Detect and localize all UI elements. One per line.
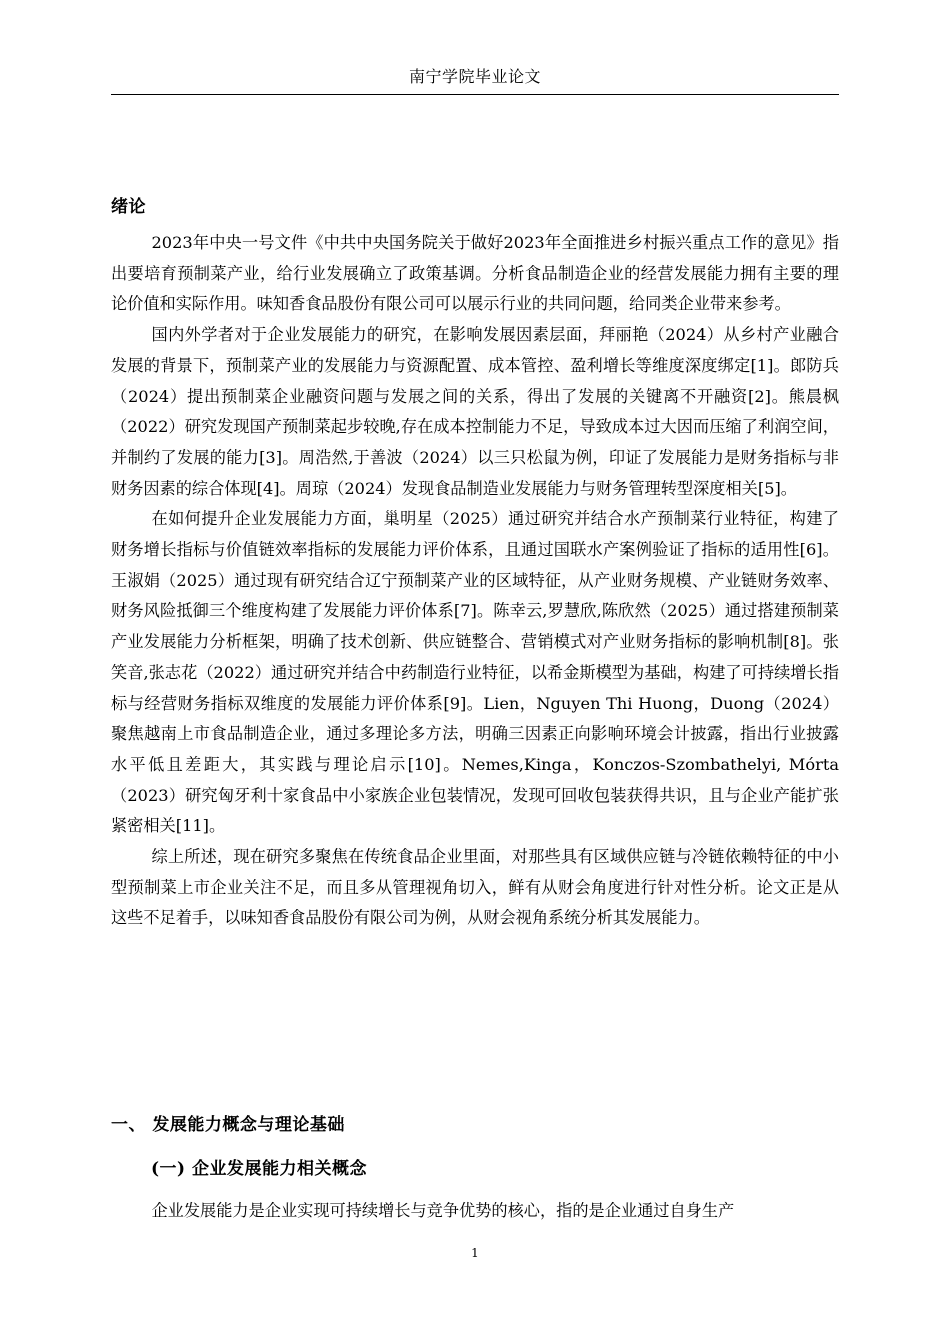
concept-body bbox=[111, 1196, 839, 1227]
chapter-1-heading: 一、 发展能力概念与理论基础 bbox=[111, 1115, 345, 1135]
paragraph-5: 企业发展能力是企业实现可持续增长与竞争优势的核心，指的是企业通过自身生产 bbox=[151, 1201, 735, 1220]
header-rule bbox=[111, 94, 839, 95]
running-header: 南宁学院毕业论文 bbox=[408, 67, 541, 86]
intro-heading: 绪论 bbox=[111, 197, 146, 217]
chapter-1-subheading: (一) 企业发展能力相关概念 bbox=[151, 1159, 368, 1179]
page-number: 1 bbox=[471, 1246, 479, 1260]
paragraph-1: 2023年中央一号文件《中共中央国务院关于做好2023年全面推进乡村振兴重点工作的意见》指出要培育预制菜产业，给行业发展确立了政策基调。分析食品制造企业的经营发展能力拥有主要的理论价值和实际作用。味知香食品股份有限公司可以展示行业的共同问题，给同类企业带来参考。 bbox=[111, 233, 839, 314]
paragraph-3: 在如何提升企业发展能力方面，巢明星（2025）通过研究并结合水产预制菜行业特征，构建了财务增长指标与价值链效率指标的发展能力评价体系，且通过国联水产案例验证了指标的适用性[6]。王淑娟（2025）通过现有研究结合辽宁预制菜产业的区域特征，从产业财务规模、产业链财务效率、财务风险抵御三个维度构建了发展能力评价体系[7]。陈幸云,罗慧欣,陈欣然（2025）通过搭建预制菜产业发展能力分析框架，明确了技术创新、供应链整合、营销模式对产业财务指标的影响机制[8]。张笑音,张志花（2022）通过研究并结合中药制造行业特征，以希金斯模型为基础，构建了可持续增长指标与经营财务指标双维度的发展能力评价体系[9]。Lien，Nguyen Thi Huong，Duong（2024）聚焦越南上市食品制造企业，通过多理论多方法，明确三因素正向影响环境会计披露，指出行业披露水平低且差距大，其实践与理论启示[10]。Nemes,Kinga，Konczos-Szombathelyi, Mórta（2023）研究匈牙利十家食品中小家族企业包装情况，发现可回收包装获得共识，且与企业产能扩张紧密相关[11]。 bbox=[111, 509, 839, 836]
intro-body bbox=[111, 228, 839, 934]
paragraph-2: 国内外学者对于企业发展能力的研究，在影响发展因素层面，拜丽艳（2024）从乡村产业融合发展的背景下，预制菜产业的发展能力与资源配置、成本管控、盈利增长等维度深度绑定[1]。郎防兵（2024）提出预制菜企业融资问题与发展之间的关系，得出了发展的关键离不开融资[2]。熊晨枫（2022）研究发现国产预制菜起步较晚,存在成本控制能力不足，导致成本过大因而压缩了利润空间，并制约了发展的能力[3]。周浩然,于善波（2024）以三只松鼠为例，印证了发展能力是财务指标与非财务因素的综合体现[4]。周琼（2024）发现食品制造业发展能力与财务管理转型深度相关[5]。 bbox=[111, 325, 839, 498]
paragraph-4: 综上所述，现在研究多聚焦在传统食品企业里面，对那些具有区域供应链与冷链依赖特征的中小型预制菜上市企业关注不足，而且多从管理视角切入，鲜有从财会角度进行针对性分析。论文正是从这些不足着手，以味知香食品股份有限公司为例，从财会视角系统分析其发展能力。 bbox=[111, 847, 839, 928]
